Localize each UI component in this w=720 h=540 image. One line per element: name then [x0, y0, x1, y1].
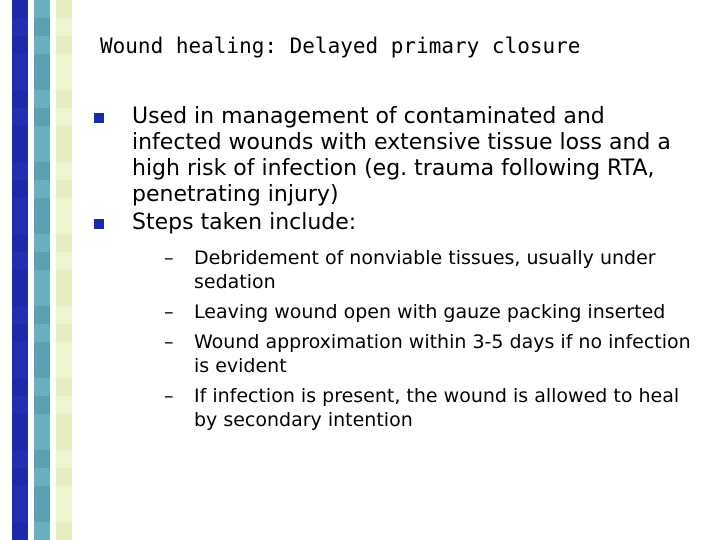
stripe-segment	[56, 90, 72, 108]
stripe-segment	[34, 72, 50, 90]
stripe-segment	[34, 108, 50, 126]
bullet-item	[94, 104, 700, 208]
stripe-segment	[12, 468, 28, 486]
stripe-segment	[56, 486, 72, 504]
stripe-segment	[56, 18, 72, 36]
stripe-segment	[12, 162, 28, 180]
stripe-segment	[12, 414, 28, 432]
stripe-segment	[34, 270, 50, 288]
stripe-segment	[34, 468, 50, 486]
sub-bullet-text: Wound approximation within 3-5 days if no infection is evident	[194, 331, 691, 377]
stripe-segment	[34, 198, 50, 216]
stripe-segment	[56, 180, 72, 198]
stripe-segment	[12, 306, 28, 324]
stripe-segment	[34, 252, 50, 270]
stripe-segment	[34, 450, 50, 468]
sub-bullet-item	[132, 300, 700, 324]
stripe-segment	[56, 126, 72, 144]
stripe-segment	[56, 360, 72, 378]
sub-bullet-list	[94, 246, 700, 432]
stripe-segment	[12, 360, 28, 378]
stripe-segment	[56, 432, 72, 450]
stripe-segment	[12, 108, 28, 126]
stripe-segment	[34, 360, 50, 378]
stripe-segment	[56, 72, 72, 90]
slide-content	[94, 104, 700, 438]
stripe-segment	[12, 396, 28, 414]
sub-bullet-item	[132, 384, 700, 432]
stripe-segment	[56, 162, 72, 180]
stripe-segment	[12, 378, 28, 396]
stripe-segment	[56, 342, 72, 360]
stripe-segment	[12, 252, 28, 270]
stripe-segment	[34, 234, 50, 252]
stripe-segment	[12, 72, 28, 90]
stripe-segment	[34, 18, 50, 36]
stripe-segment	[56, 522, 72, 540]
stripe-segment	[56, 288, 72, 306]
stripe-segment	[12, 504, 28, 522]
stripe-segment	[34, 126, 50, 144]
stripe-segment	[12, 342, 28, 360]
stripe-column	[56, 0, 72, 540]
stripe-segment	[34, 306, 50, 324]
stripe-segment	[56, 414, 72, 432]
stripe-segment	[34, 162, 50, 180]
stripe-segment	[56, 252, 72, 270]
stripe-segment	[34, 504, 50, 522]
stripe-segment	[34, 216, 50, 234]
stripe-segment	[56, 450, 72, 468]
stripe-segment	[34, 378, 50, 396]
sub-bullet-text: Leaving wound open with gauze packing inserted	[194, 301, 666, 323]
stripe-segment	[12, 522, 28, 540]
stripe-segment	[12, 432, 28, 450]
stripe-segment	[56, 36, 72, 54]
stripe-segment	[34, 36, 50, 54]
dash-marker: –	[164, 301, 174, 323]
stripe-segment	[56, 468, 72, 486]
stripe-segment	[12, 216, 28, 234]
stripe-segment	[12, 234, 28, 252]
sub-bullet-text: If infection is present, the wound is allowed to heal by secondary intention	[194, 385, 680, 431]
stripe-segment	[56, 270, 72, 288]
bullet-text: Used in management of contaminated and infected wounds with extensive tissue loss and a high risk of infection (eg. trauma following RTA, penetrating injury)	[132, 104, 671, 207]
bullet-item	[94, 210, 700, 236]
slide-title: Wound healing: Delayed primary closure	[100, 34, 581, 58]
stripe-segment	[12, 126, 28, 144]
square-bullet-icon	[94, 113, 104, 123]
sub-bullet-item	[132, 246, 700, 294]
stripe-segment	[56, 108, 72, 126]
stripe-segment	[12, 324, 28, 342]
sub-bullet-item	[132, 330, 700, 378]
stripe-segment	[34, 486, 50, 504]
stripe-column	[12, 0, 28, 540]
stripe-segment	[56, 216, 72, 234]
stripe-segment	[12, 180, 28, 198]
stripe-segment	[34, 90, 50, 108]
stripe-segment	[12, 90, 28, 108]
stripe-segment	[34, 54, 50, 72]
stripe-segment	[56, 504, 72, 522]
stripe-column	[34, 0, 50, 540]
stripe-segment	[34, 522, 50, 540]
bullet-text: Steps taken include:	[132, 210, 357, 235]
decorative-stripe-border	[0, 0, 88, 540]
stripe-segment	[12, 450, 28, 468]
stripe-segment	[56, 378, 72, 396]
stripe-segment	[56, 396, 72, 414]
dash-marker: –	[164, 331, 174, 353]
stripe-segment	[12, 144, 28, 162]
stripe-segment	[56, 0, 72, 18]
stripe-segment	[12, 486, 28, 504]
dash-marker: –	[164, 247, 174, 269]
stripe-segment	[34, 342, 50, 360]
stripe-segment	[12, 0, 28, 18]
stripe-segment	[34, 0, 50, 18]
dash-marker: –	[164, 385, 174, 407]
stripe-segment	[12, 54, 28, 72]
stripe-segment	[34, 144, 50, 162]
stripe-segment	[56, 144, 72, 162]
sub-bullet-text: Debridement of nonviable tissues, usually under sedation	[194, 247, 656, 293]
stripe-segment	[56, 234, 72, 252]
stripe-segment	[56, 54, 72, 72]
stripe-segment	[34, 324, 50, 342]
stripe-segment	[12, 36, 28, 54]
stripe-segment	[12, 198, 28, 216]
stripe-segment	[34, 396, 50, 414]
stripe-segment	[56, 324, 72, 342]
stripe-segment	[34, 432, 50, 450]
stripe-segment	[12, 270, 28, 288]
stripe-segment	[56, 198, 72, 216]
stripe-segment	[34, 288, 50, 306]
stripe-segment	[12, 18, 28, 36]
stripe-segment	[34, 180, 50, 198]
square-bullet-icon	[94, 219, 104, 229]
stripe-segment	[56, 306, 72, 324]
stripe-segment	[34, 414, 50, 432]
stripe-segment	[12, 288, 28, 306]
